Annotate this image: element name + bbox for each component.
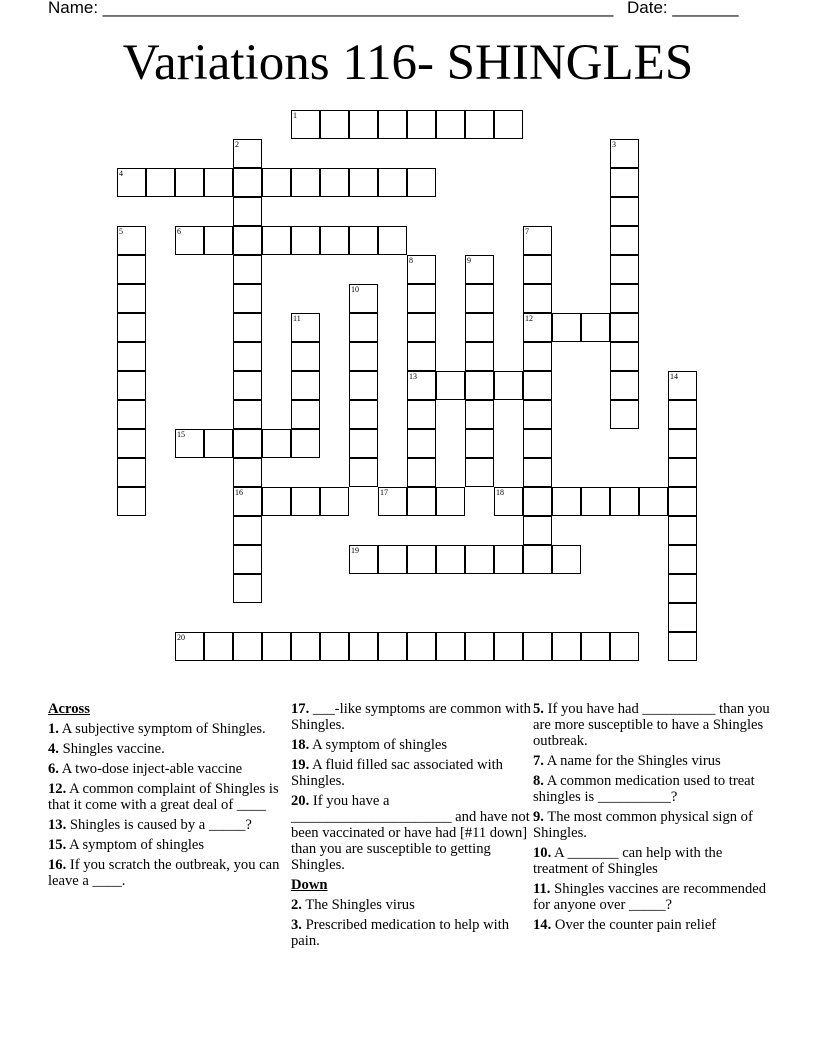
grid-cell[interactable]	[117, 342, 146, 371]
grid-cell[interactable]	[262, 632, 291, 661]
grid-cell[interactable]	[610, 371, 639, 400]
grid-cell[interactable]	[175, 429, 204, 458]
grid-cell[interactable]	[233, 516, 262, 545]
grid-cell[interactable]	[378, 487, 407, 516]
clue-across-20	[291, 793, 531, 873]
clue-text: Shingles is caused by a _____?	[66, 817, 252, 833]
down-heading: Down	[291, 877, 328, 893]
grid-cell[interactable]	[465, 632, 494, 661]
grid-cell[interactable]	[117, 458, 146, 487]
grid-cell[interactable]	[581, 632, 610, 661]
grid-cell[interactable]	[407, 110, 436, 139]
clues-column-3	[533, 701, 773, 937]
clue-across-16	[48, 857, 288, 889]
grid-cell[interactable]	[117, 313, 146, 342]
grid-cell[interactable]	[523, 284, 552, 313]
clue-across-6	[48, 761, 288, 777]
grid-cell[interactable]	[291, 168, 320, 197]
clue-text: A common complaint of Shingles is that it come with a great deal of ____	[48, 781, 279, 813]
clue-down-2	[291, 897, 531, 913]
grid-cell[interactable]	[349, 429, 378, 458]
clue-number: 2.	[291, 897, 302, 913]
grid-cell[interactable]	[233, 284, 262, 313]
grid-cell[interactable]	[291, 342, 320, 371]
grid-cell[interactable]	[610, 255, 639, 284]
cell-number: 2	[235, 140, 239, 149]
grid-cell[interactable]	[117, 371, 146, 400]
cell-number: 19	[351, 546, 359, 555]
clue-number: 13.	[48, 817, 67, 833]
cell-number: 20	[177, 633, 185, 642]
grid-cell[interactable]	[233, 342, 262, 371]
grid-cell[interactable]	[349, 226, 378, 255]
grid-cell[interactable]	[610, 226, 639, 255]
page-title: Variations 116- SHINGLES	[122, 35, 694, 91]
grid-cell[interactable]	[378, 632, 407, 661]
clue-across-1	[48, 721, 288, 737]
grid-cell[interactable]	[407, 545, 436, 574]
grid-cell[interactable]	[610, 313, 639, 342]
grid-cell[interactable]	[262, 429, 291, 458]
clue-down-8	[533, 773, 773, 805]
grid-cell[interactable]	[494, 487, 523, 516]
grid-cell[interactable]	[291, 371, 320, 400]
clue-number: 14.	[533, 917, 552, 933]
grid-cell[interactable]	[610, 284, 639, 313]
grid-cell[interactable]	[668, 487, 697, 516]
grid-cell[interactable]	[349, 632, 378, 661]
grid-cell[interactable]	[523, 487, 552, 516]
clue-text: ___-like symptoms are common with Shingles.	[291, 701, 531, 733]
clue-number: 11.	[533, 881, 551, 897]
clue-down-3	[291, 917, 531, 949]
grid-cell[interactable]	[291, 110, 320, 139]
clue-text: A two-dose inject-able vaccine	[58, 761, 243, 777]
clue-across-12	[48, 781, 288, 813]
grid-cell[interactable]	[465, 458, 494, 487]
grid-cell[interactable]	[523, 400, 552, 429]
grid-cell[interactable]	[610, 139, 639, 168]
clue-number: 9.	[533, 809, 544, 825]
cell-number: 7	[525, 227, 529, 236]
grid-cell[interactable]	[407, 458, 436, 487]
clue-text: The Shingles virus	[301, 897, 415, 913]
grid-cell[interactable]	[175, 168, 204, 197]
grid-cell[interactable]	[407, 487, 436, 516]
grid-cell[interactable]	[465, 400, 494, 429]
grid-cell[interactable]	[552, 487, 581, 516]
clue-across-4	[48, 741, 288, 757]
clue-text: If you scratch the outbreak, you can leave a ____.	[48, 857, 280, 889]
cell-number: 13	[409, 372, 417, 381]
cell-number: 15	[177, 430, 185, 439]
grid-cell[interactable]	[465, 284, 494, 313]
grid-cell[interactable]	[117, 255, 146, 284]
grid-cell[interactable]	[233, 197, 262, 226]
cell-number: 3	[612, 140, 616, 149]
clue-down-9	[533, 809, 773, 841]
grid-cell[interactable]	[175, 632, 204, 661]
clue-text: A symptom of shingles	[309, 737, 448, 753]
grid-cell[interactable]	[494, 110, 523, 139]
cell-number: 17	[380, 488, 388, 497]
clue-number: 19.	[291, 757, 310, 773]
grid-cell[interactable]	[668, 574, 697, 603]
grid-cell[interactable]	[610, 632, 639, 661]
grid-cell[interactable]	[523, 458, 552, 487]
grid-cell[interactable]	[233, 632, 262, 661]
grid-cell[interactable]	[407, 400, 436, 429]
clue-text: A fluid filled sac associated with Shingles.	[291, 757, 503, 789]
grid-cell[interactable]	[610, 400, 639, 429]
grid-cell[interactable]	[233, 400, 262, 429]
grid-cell[interactable]	[349, 458, 378, 487]
grid-cell[interactable]	[465, 429, 494, 458]
grid-cell[interactable]	[233, 487, 262, 516]
grid-cell[interactable]	[523, 516, 552, 545]
cell-number: 10	[351, 285, 359, 294]
cell-number: 14	[670, 372, 678, 381]
grid-cell[interactable]	[668, 458, 697, 487]
grid-cell[interactable]	[523, 313, 552, 342]
clue-number: 6.	[48, 761, 59, 777]
grid-cell[interactable]	[233, 226, 262, 255]
clue-number: 17.	[291, 701, 310, 717]
grid-cell[interactable]	[668, 400, 697, 429]
clue-down-5	[533, 701, 773, 749]
grid-cell[interactable]	[436, 487, 465, 516]
grid-cell[interactable]	[349, 168, 378, 197]
grid-cell[interactable]	[494, 371, 523, 400]
grid-cell[interactable]	[117, 168, 146, 197]
clue-down-7	[533, 753, 773, 769]
clue-number: 3.	[291, 917, 302, 933]
grid-cell[interactable]	[407, 429, 436, 458]
grid-cell[interactable]	[552, 313, 581, 342]
grid-cell[interactable]	[407, 632, 436, 661]
grid-cell[interactable]	[407, 255, 436, 284]
clue-across-13	[48, 817, 288, 833]
clue-text: Over the counter pain relief	[551, 917, 717, 933]
grid-cell[interactable]	[552, 632, 581, 661]
cell-number: 12	[525, 314, 533, 323]
clue-number: 12.	[48, 781, 67, 797]
grid-cell[interactable]	[117, 284, 146, 313]
clues-column-2	[291, 701, 531, 953]
cell-number: 1	[293, 111, 297, 120]
grid-cell[interactable]	[465, 371, 494, 400]
clue-text: A common medication used to treat shingles is __________?	[533, 773, 755, 805]
grid-cell[interactable]	[581, 313, 610, 342]
grid-cell[interactable]	[407, 313, 436, 342]
grid-cell[interactable]	[175, 226, 204, 255]
grid-cell[interactable]	[639, 487, 668, 516]
grid-cell[interactable]	[436, 632, 465, 661]
grid-cell[interactable]	[233, 139, 262, 168]
clue-text: A subjective symptom of Shingles.	[58, 721, 266, 737]
grid-cell[interactable]	[233, 574, 262, 603]
cell-number: 4	[119, 169, 123, 178]
grid-cell[interactable]	[117, 429, 146, 458]
grid-cell[interactable]	[552, 545, 581, 574]
grid-cell[interactable]	[291, 632, 320, 661]
clue-number: 20.	[291, 793, 310, 809]
grid-cell[interactable]	[320, 226, 349, 255]
clue-number: 7.	[533, 753, 544, 769]
clue-text: Shingles vaccine.	[58, 741, 165, 757]
clue-number: 1.	[48, 721, 59, 737]
clue-across-15	[48, 837, 288, 853]
grid-cell[interactable]	[378, 110, 407, 139]
grid-cell[interactable]	[146, 168, 175, 197]
grid-cell[interactable]	[610, 197, 639, 226]
grid-cell[interactable]	[378, 545, 407, 574]
grid-cell[interactable]	[204, 226, 233, 255]
grid-cell[interactable]	[320, 168, 349, 197]
grid-cell[interactable]	[436, 110, 465, 139]
grid-cell[interactable]	[407, 342, 436, 371]
clue-number: 4.	[48, 741, 59, 757]
grid-cell[interactable]	[117, 400, 146, 429]
clue-down-10	[533, 845, 773, 877]
clue-text: Shingles vaccines are recommended for anyone over _____?	[533, 881, 767, 913]
grid-cell[interactable]	[233, 545, 262, 574]
grid-cell[interactable]	[320, 487, 349, 516]
grid-cell[interactable]	[204, 632, 233, 661]
grid-cell[interactable]	[233, 371, 262, 400]
clue-number: 5.	[533, 701, 544, 717]
grid-cell[interactable]	[233, 313, 262, 342]
grid-cell[interactable]	[117, 487, 146, 516]
grid-cell[interactable]	[668, 545, 697, 574]
grid-cell[interactable]	[349, 110, 378, 139]
clue-down-11	[533, 881, 773, 913]
grid-cell[interactable]	[407, 284, 436, 313]
grid-cell[interactable]	[291, 313, 320, 342]
grid-cell[interactable]	[465, 545, 494, 574]
grid-cell[interactable]	[668, 516, 697, 545]
grid-cell[interactable]	[407, 371, 436, 400]
grid-cell[interactable]	[349, 342, 378, 371]
grid-cell[interactable]	[117, 226, 146, 255]
grid-cell[interactable]	[349, 400, 378, 429]
clue-text: If you have a ______________________ and have not been vaccinated or have had [#11 down] than you are susceptible to getting Shingles.	[291, 793, 530, 873]
grid-cell[interactable]	[523, 371, 552, 400]
grid-cell[interactable]	[349, 371, 378, 400]
grid-cell[interactable]	[581, 487, 610, 516]
clue-across-17	[291, 701, 531, 733]
grid-cell[interactable]	[523, 255, 552, 284]
across-heading: Across	[48, 701, 90, 717]
clue-text: A symptom of shingles	[66, 837, 205, 853]
grid-cell[interactable]	[233, 429, 262, 458]
name-line[interactable]: Name: ______________________________________________________	[48, 0, 614, 17]
grid-cell[interactable]	[465, 110, 494, 139]
cell-number: 6	[177, 227, 181, 236]
grid-cell[interactable]	[349, 313, 378, 342]
grid-cell[interactable]	[610, 168, 639, 197]
grid-cell[interactable]	[436, 545, 465, 574]
cell-number: 5	[119, 227, 123, 236]
grid-cell[interactable]	[262, 168, 291, 197]
clue-across-19	[291, 757, 531, 789]
grid-cell[interactable]	[668, 632, 697, 661]
grid-cell[interactable]	[378, 168, 407, 197]
grid-cell[interactable]	[436, 371, 465, 400]
grid-cell[interactable]	[610, 342, 639, 371]
clues-column-1	[48, 701, 288, 893]
cell-number: 16	[235, 488, 243, 497]
clue-number: 16.	[48, 857, 67, 873]
grid-cell[interactable]	[204, 429, 233, 458]
grid-cell[interactable]	[494, 545, 523, 574]
cell-number: 11	[293, 314, 301, 323]
cell-number: 18	[496, 488, 504, 497]
grid-cell[interactable]	[610, 487, 639, 516]
grid-cell[interactable]	[262, 226, 291, 255]
grid-cell[interactable]	[668, 429, 697, 458]
grid-cell[interactable]	[291, 487, 320, 516]
clue-number: 18.	[291, 737, 310, 753]
grid-cell[interactable]	[349, 284, 378, 313]
clue-text: If you have had __________ than you are more susceptible to have a Shingles outbreak.	[533, 701, 770, 749]
clue-text: The most common physical sign of Shingles.	[533, 809, 753, 841]
grid-cell[interactable]	[291, 429, 320, 458]
grid-cell[interactable]	[233, 255, 262, 284]
grid-cell[interactable]	[233, 458, 262, 487]
date-line[interactable]: Date: _______	[627, 0, 739, 17]
grid-cell[interactable]	[262, 487, 291, 516]
cell-number: 9	[467, 256, 471, 265]
grid-cell[interactable]	[465, 255, 494, 284]
clue-text: A name for the Shingles virus	[543, 753, 721, 769]
grid-cell[interactable]	[523, 342, 552, 371]
grid-cell[interactable]	[349, 545, 378, 574]
clue-number: 10.	[533, 845, 552, 861]
grid-cell[interactable]	[523, 429, 552, 458]
grid-cell[interactable]	[204, 168, 233, 197]
grid-cell[interactable]	[233, 168, 262, 197]
grid-cell[interactable]	[320, 632, 349, 661]
grid-cell[interactable]	[407, 168, 436, 197]
grid-cell[interactable]	[668, 603, 697, 632]
grid-cell[interactable]	[523, 632, 552, 661]
clue-across-18	[291, 737, 531, 753]
clue-number: 15.	[48, 837, 67, 853]
clue-text: Prescribed medication to help with pain.	[291, 917, 510, 949]
grid-cell[interactable]	[465, 342, 494, 371]
grid-cell[interactable]	[523, 545, 552, 574]
grid-cell[interactable]	[378, 226, 407, 255]
grid-cell[interactable]	[320, 110, 349, 139]
grid-cell[interactable]	[668, 371, 697, 400]
clue-down-14	[533, 917, 773, 933]
grid-cell[interactable]	[291, 226, 320, 255]
grid-cell[interactable]	[465, 313, 494, 342]
clue-text: A _______ can help with the treatment of Shingles	[533, 845, 723, 877]
clue-number: 8.	[533, 773, 544, 789]
grid-cell[interactable]	[494, 632, 523, 661]
grid-cell[interactable]	[523, 226, 552, 255]
grid-cell[interactable]	[291, 400, 320, 429]
cell-number: 8	[409, 256, 413, 265]
